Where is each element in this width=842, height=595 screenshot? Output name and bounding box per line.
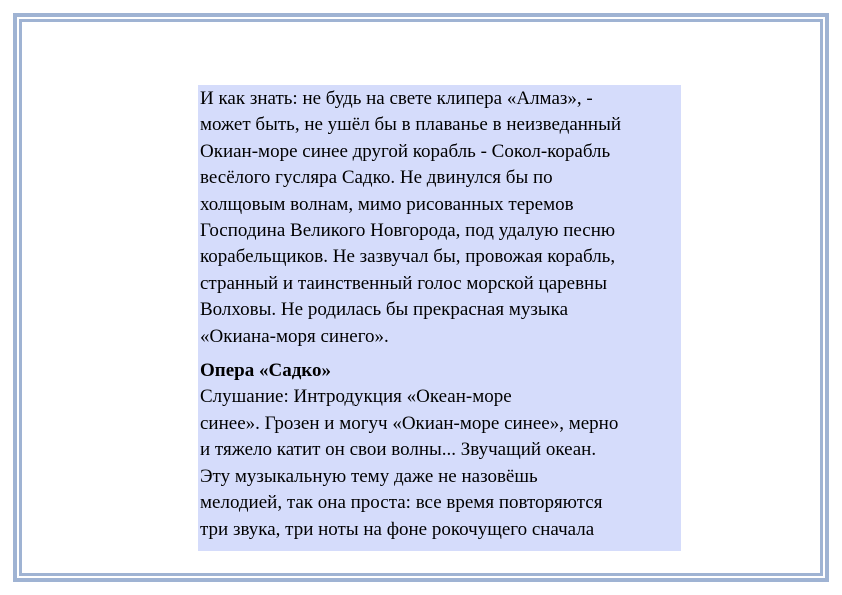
text-line: И как знать: не будь на свете клипера «Алмаз», - (200, 88, 593, 109)
paragraph-listening (200, 384, 679, 542)
text-line: Слушание: Интродукция «Океан-море (200, 386, 512, 408)
text-line: холщовым волнам, мимо рисованных теремов (200, 193, 574, 215)
text-line: может быть, не ушёл бы в плаванье в неизведанный (200, 114, 622, 136)
text-box (198, 85, 681, 551)
text-line: Окиан-море синее другой корабль - Сокол-корабль (200, 140, 611, 162)
text-line: Эту музыкальную тему даже не назовёшь (200, 465, 538, 487)
text-line: «Окиана-моря синего». (200, 325, 389, 347)
text-line: мелодией, так она проста: все время повторяются (200, 492, 603, 514)
paragraph-gap (200, 350, 679, 358)
text-line: и тяжело катит он свои волны... Звучащий океан. (200, 439, 597, 461)
section-heading: Опера «Садко» (200, 360, 332, 382)
paragraph-intro (200, 86, 679, 350)
text-line: весёлого гусляра Садко. Не двинулся бы по (200, 167, 553, 189)
text-line: странный и таинственный голос морской царевны (200, 272, 607, 294)
text-line: синее». Грозен и могуч «Окиан-море синее», мерно (200, 412, 619, 434)
text-line: три звука, три ноты на фоне рокочущего сначала (200, 518, 595, 540)
text-line: корабельщиков. Не зазвучал бы, провожая корабль, (200, 246, 616, 268)
text-line: Волховы. Не родилась бы прекрасная музыка (200, 299, 569, 321)
text-line: Господина Великого Новгорода, под удалую песню (200, 220, 616, 242)
